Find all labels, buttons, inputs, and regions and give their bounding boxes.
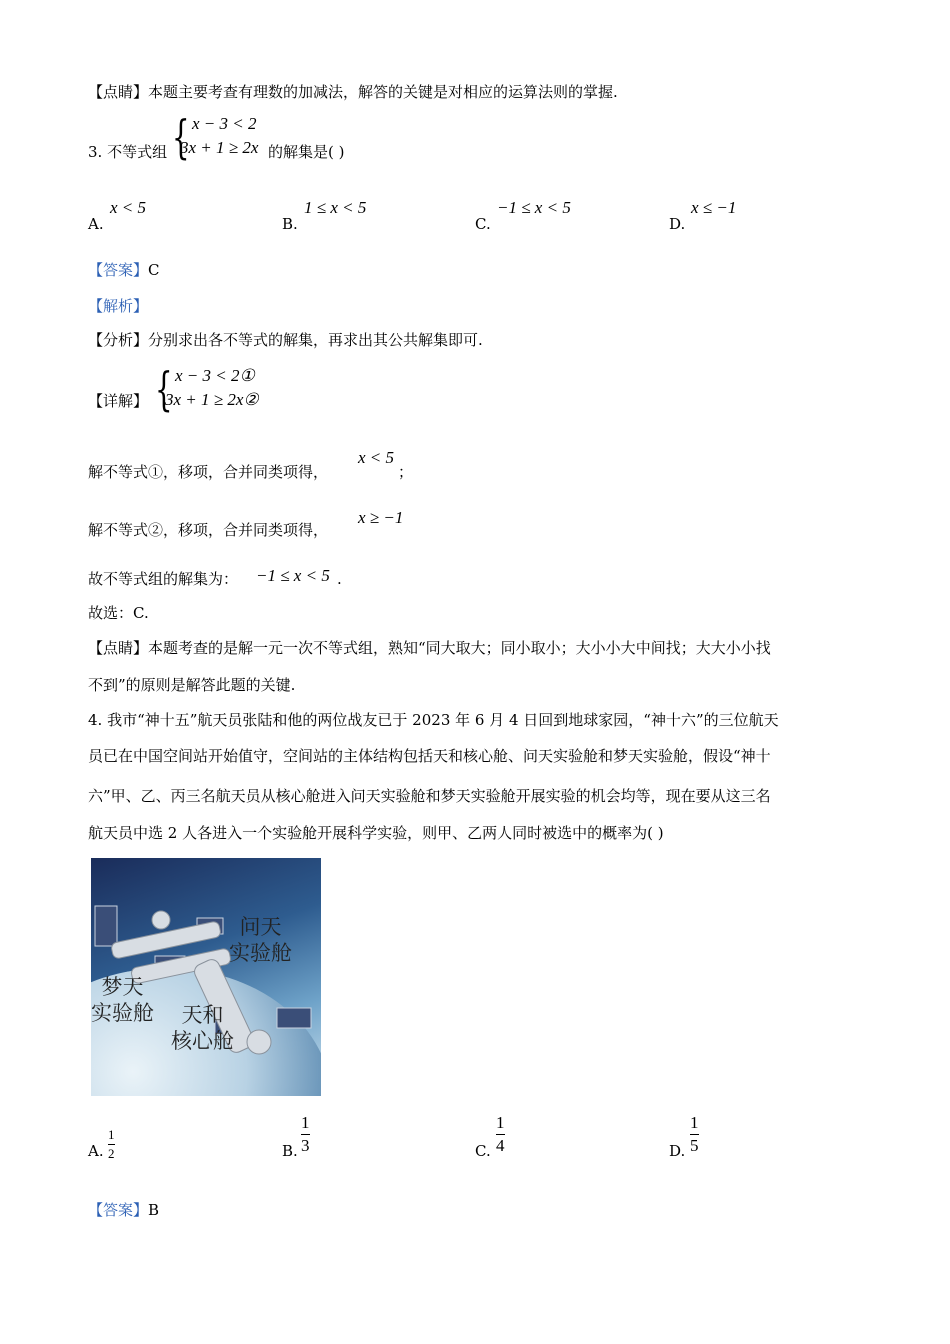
step1-end: ； xyxy=(398,463,414,481)
option-math: 1 ≤ x < 5 xyxy=(304,198,367,217)
q4-option-b[interactable] xyxy=(282,1141,298,1161)
xiangjie-tag: 【详解】 xyxy=(88,392,149,410)
q4-option-d-fraction xyxy=(690,1114,699,1155)
dianjing-tag: 【点睛】 xyxy=(88,83,149,101)
option-label: D. xyxy=(669,215,686,233)
left-brace: { xyxy=(155,362,173,416)
q4-stem-line-2: 员已在中国空间站开始值守，空间站的主体结构包括天和核心舱、问天实验舱和梦天实验舱，假设“神十 xyxy=(88,747,771,765)
tianhe-label: 天和 核心舱 xyxy=(171,1003,234,1053)
conclusion-end: . xyxy=(337,570,342,588)
answer-tag: 【答案】 xyxy=(88,1201,149,1219)
denominator: 4 xyxy=(496,1136,505,1155)
left-brace: { xyxy=(172,110,190,164)
q3-dianjing-1 xyxy=(88,638,771,658)
numerator: 1 xyxy=(108,1127,115,1142)
conclusion-math: −1 ≤ x < 5 xyxy=(256,566,330,585)
q4-option-c[interactable] xyxy=(475,1141,491,1161)
space-station-image xyxy=(91,858,321,1096)
q3-conclusion xyxy=(88,569,238,589)
q3-answer xyxy=(88,260,160,280)
numerator: 1 xyxy=(301,1113,310,1132)
option-math: x < 5 xyxy=(110,198,147,217)
denominator: 3 xyxy=(301,1136,310,1155)
q4-stem-line-3: 六”甲、乙、丙三名航天员从核心舱进入问天实验舱和梦天实验舱开展实验的机会均等，现在要从这三名 xyxy=(88,787,771,805)
fenxi-text: 分别求出各不等式的解集，再求出其公共解集即可. xyxy=(148,331,483,349)
numerator: 1 xyxy=(690,1113,699,1132)
fraction-bar xyxy=(690,1134,699,1135)
q4-option-a-fraction xyxy=(108,1128,115,1161)
q3-option-b[interactable] xyxy=(282,198,367,234)
conclusion-text: 故不等式组的解集为： xyxy=(88,570,239,588)
q3-step1 xyxy=(88,462,328,482)
fenxi-tag: 【分析】 xyxy=(88,331,149,349)
q4-option-b-fraction xyxy=(301,1114,310,1155)
dianjing-text: 本题主要考查有理数的加减法，解答的关键是对相应的运算法则的掌握. xyxy=(148,83,618,101)
denominator: 5 xyxy=(690,1136,699,1155)
step2-math: x ≥ −1 xyxy=(358,508,404,527)
denominator: 2 xyxy=(108,1146,115,1161)
step1-math: x < 5 xyxy=(358,448,395,467)
detail-ineq-2: 3x + 1 ≥ 2x② xyxy=(165,390,259,409)
option-math: −1 ≤ x < 5 xyxy=(497,198,571,217)
step1-text: 解不等式①，移项，合并同类项得， xyxy=(88,463,329,481)
option-label: A. xyxy=(88,1142,104,1160)
q3-fenxi xyxy=(88,330,483,350)
option-label: A. xyxy=(88,215,104,233)
dianjing-text: 本题考查的是解一元一次不等式组，熟知“同大取大；同小取小；大小小大中间找；大大小小找 xyxy=(148,639,771,657)
option-label: C. xyxy=(475,215,491,233)
q3-dianjing-2: 不到”的原则是解答此题的关键. xyxy=(88,676,296,694)
step2-text: 解不等式②，移项，合并同类项得， xyxy=(88,521,329,539)
answer-value: C xyxy=(148,261,160,279)
numerator: 1 xyxy=(496,1113,505,1132)
option-label: B. xyxy=(282,215,298,233)
option-math: x ≤ −1 xyxy=(691,198,737,217)
q3-prefix: 3. 不等式组 xyxy=(88,143,168,161)
wentian-label: 问天 实验舱 xyxy=(229,915,292,965)
detail-ineq-1: x − 3 < 2① xyxy=(175,366,255,385)
option-label: B. xyxy=(282,1142,298,1160)
q3-option-a[interactable] xyxy=(88,198,147,234)
dianjing-note-top xyxy=(88,82,618,102)
fraction-bar xyxy=(496,1134,505,1135)
fraction-bar xyxy=(301,1134,310,1135)
q3-analysis-tag: 【解析】 xyxy=(88,297,149,315)
q4-option-a[interactable] xyxy=(88,1141,104,1161)
q3-option-d[interactable] xyxy=(669,198,737,234)
q3-choose: 故选：C. xyxy=(88,604,149,622)
option-label: C. xyxy=(475,1142,491,1160)
answer-tag: 【答案】 xyxy=(88,261,149,279)
q3-ineq-1: x − 3 < 2 xyxy=(192,114,257,133)
q4-answer xyxy=(88,1200,159,1220)
answer-value: B xyxy=(148,1201,160,1219)
q3-suffix: 的解集是( ) xyxy=(268,143,345,161)
q4-option-c-fraction xyxy=(496,1114,505,1155)
q4-stem-line-4: 航天员中选 2 人各进入一个实验舱开展科学实验，则甲、乙两人同时被选中的概率为( ) xyxy=(88,824,664,842)
option-label: D. xyxy=(669,1142,686,1160)
q3-step2 xyxy=(88,520,328,540)
fraction-bar xyxy=(108,1144,115,1145)
q3-ineq-2: 3x + 1 ≥ 2x xyxy=(180,138,259,157)
dianjing-tag: 【点睛】 xyxy=(88,639,149,657)
mengtian-label: 梦天 实验舱 xyxy=(91,975,154,1025)
q3-option-c[interactable] xyxy=(475,198,571,234)
q4-option-d[interactable] xyxy=(669,1141,685,1161)
q4-stem-line-1: 4. 我市“神十五”航天员张陆和他的两位战友已于 2023 年 6 月 4 日回到地球家园，“神十六”的三位航天 xyxy=(88,711,779,729)
